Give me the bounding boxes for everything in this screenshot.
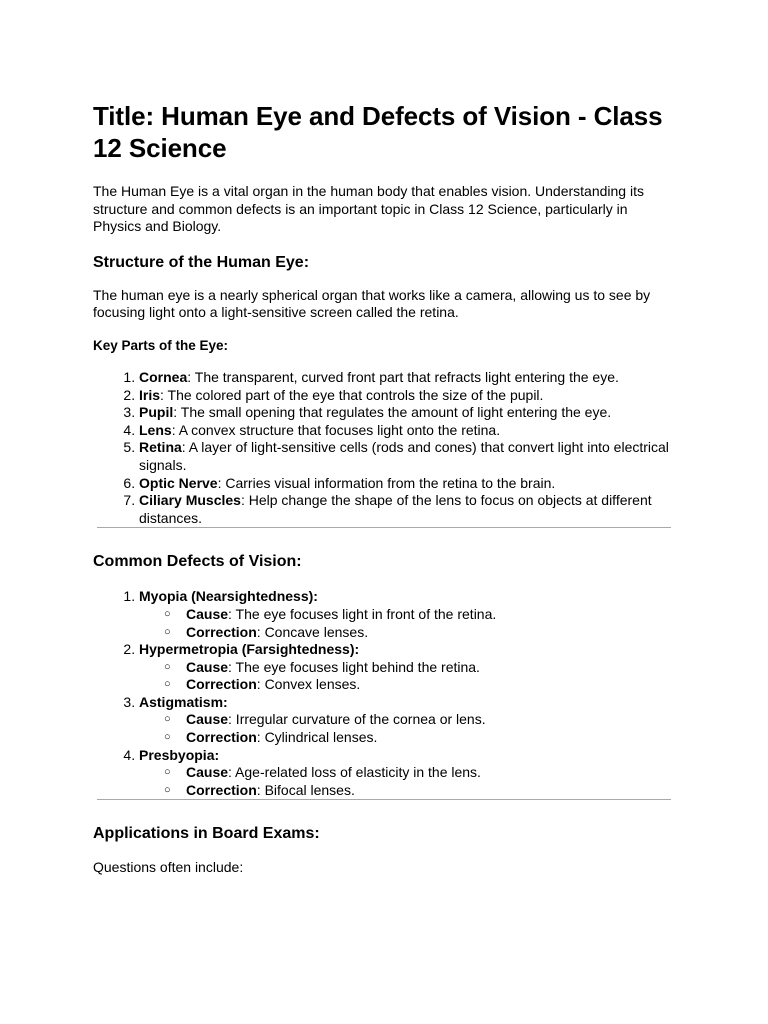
defect-name: Presbyopia:: [139, 746, 220, 763]
section-divider: [97, 799, 671, 800]
defect-details: [139, 711, 675, 746]
correction-text: : Convex lenses.: [256, 676, 361, 693]
cause-item: [164, 659, 675, 677]
part-desc: : A layer of light-sensitive cells (rods and cones) that convert light into electrical signals.: [139, 439, 669, 473]
part-desc: : The colored part of the eye that controls the size of the pupil.: [160, 386, 544, 403]
eye-parts-list: [93, 369, 675, 527]
list-item: [139, 387, 675, 405]
defect-details: [139, 659, 675, 694]
part-term: Optic Nerve: [139, 474, 218, 491]
circle-bullet-icon: ○: [164, 731, 171, 744]
part-term: Cornea: [139, 368, 188, 385]
circle-bullet-icon: ○: [164, 607, 171, 620]
list-item: [139, 492, 675, 527]
correction-text: : Concave lenses.: [256, 623, 369, 640]
list-item: [139, 404, 675, 422]
cause-text: : Age-related loss of elasticity in the lens.: [228, 764, 481, 781]
key-parts-heading: Key Parts of the Eye:: [93, 337, 229, 353]
defect-details: [139, 764, 675, 799]
cause-text: : The eye focuses light in front of the retina.: [228, 605, 497, 622]
circle-bullet-icon: ○: [164, 783, 171, 796]
correction-text: : Bifocal lenses.: [256, 781, 355, 798]
list-item: [139, 641, 675, 694]
part-desc: : A convex structure that focuses light onto the retina.: [171, 421, 501, 438]
circle-bullet-icon: ○: [164, 625, 171, 638]
list-item: [139, 475, 675, 493]
defects-list: [93, 588, 675, 799]
part-term: Pupil: [139, 404, 174, 421]
defect-details: [139, 606, 675, 641]
cause-item: [164, 711, 675, 729]
document-title: Title: Human Eye and Defects of Vision - Class 12 Science: [93, 101, 663, 163]
intro-paragraph: The Human Eye is a vital organ in the human body that enables vision. Understanding its structure and common defects is an important topic in Class 12 Science, particularly in Physics and Biology.: [93, 183, 644, 235]
cause-item: [164, 764, 675, 782]
applications-paragraph: Questions often include:: [93, 859, 244, 876]
part-term: Retina: [139, 439, 182, 456]
correction-text: : Cylindrical lenses.: [256, 729, 378, 746]
list-item: [139, 747, 675, 800]
structure-paragraph: The human eye is a nearly spherical organ that works like a camera, allowing us to see by focusing light onto a light-sensitive screen called the retina.: [93, 286, 651, 321]
part-term: Lens: [139, 421, 172, 438]
correction-item: [164, 624, 675, 642]
correction-label: Correction: [186, 676, 257, 693]
part-term: Iris: [139, 386, 161, 403]
defects-heading: Common Defects of Vision:: [93, 553, 302, 571]
structure-heading: Structure of the Human Eye:: [93, 253, 310, 271]
part-term: Ciliary Muscles: [139, 492, 241, 509]
defect-name: Hypermetropia (Farsightedness):: [139, 641, 360, 658]
cause-label: Cause: [186, 711, 229, 728]
correction-label: Correction: [186, 781, 257, 798]
correction-item: [164, 676, 675, 694]
circle-bullet-icon: ○: [164, 766, 171, 779]
defect-name: Astigmatism:: [139, 693, 228, 710]
cause-label: Cause: [186, 605, 229, 622]
cause-item: [164, 606, 675, 624]
part-desc: : The small opening that regulates the amount of light entering the eye.: [173, 404, 612, 421]
correction-item: [164, 729, 675, 747]
cause-text: : The eye focuses light behind the retina.: [228, 658, 480, 675]
correction-label: Correction: [186, 729, 257, 746]
defect-name: Myopia (Nearsightedness):: [139, 588, 318, 605]
list-item: [139, 369, 675, 387]
part-desc: : Help change the shape of the lens to focus on objects at different distances.: [139, 492, 652, 526]
part-desc: : The transparent, curved front part that refracts light entering the eye.: [187, 368, 619, 385]
circle-bullet-icon: ○: [164, 660, 171, 673]
section-divider: [97, 527, 671, 528]
cause-label: Cause: [186, 764, 229, 781]
circle-bullet-icon: ○: [164, 713, 171, 726]
list-item: [139, 588, 675, 641]
cause-label: Cause: [186, 658, 229, 675]
correction-label: Correction: [186, 623, 257, 640]
circle-bullet-icon: ○: [164, 678, 171, 691]
list-item: [139, 694, 675, 747]
cause-text: : Irregular curvature of the cornea or lens.: [228, 711, 486, 728]
list-item: [139, 439, 675, 474]
list-item: [139, 422, 675, 440]
part-desc: : Carries visual information from the retina to the brain.: [217, 474, 556, 491]
applications-heading: Applications in Board Exams:: [93, 825, 320, 843]
correction-item: [164, 782, 675, 800]
